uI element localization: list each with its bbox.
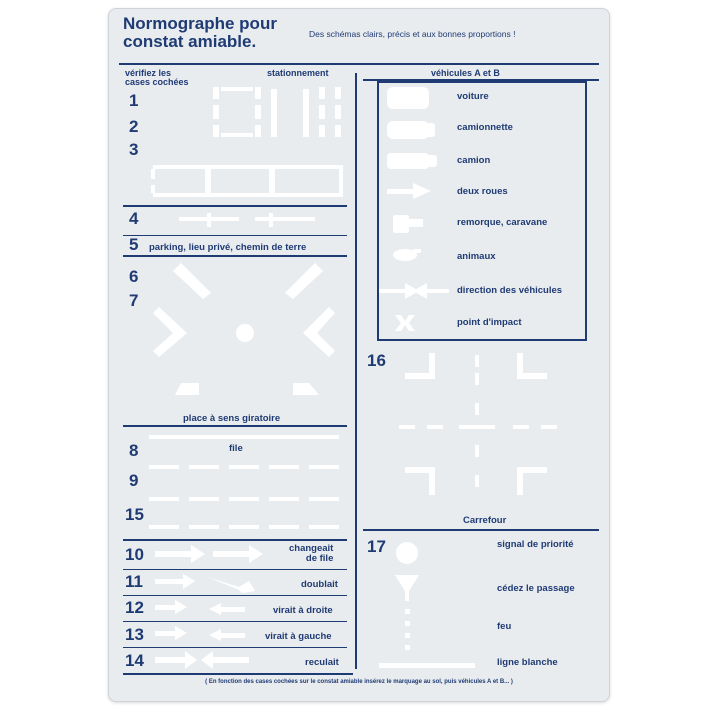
case-number-6: 6 <box>129 267 139 286</box>
crossroads-stencil-icon <box>399 353 557 495</box>
white-line-label: ligne blanche <box>497 657 558 668</box>
case-number-12: 12 <box>125 598 144 617</box>
changing-lane-label: changeait de file <box>289 543 334 564</box>
signals-stencil-icon <box>379 542 475 668</box>
impact-point-label: point d'impact <box>457 317 522 328</box>
crossroads-label: Carrefour <box>463 515 507 526</box>
case-number-16: 16 <box>367 351 386 370</box>
lane-lines-icon <box>149 435 339 529</box>
parking-header: stationnement <box>267 68 329 78</box>
case-number-10: 10 <box>125 545 144 564</box>
vehicles-header: véhicules A et B <box>431 68 500 78</box>
parking-slots-icon <box>151 87 343 197</box>
reversing-label: reculait <box>305 657 339 668</box>
turn-left-label: virait à gauche <box>265 631 332 642</box>
priority-sign-label: signal de priorité <box>497 539 574 550</box>
page-title: Normographe pour constat amiable. <box>123 14 277 51</box>
vehicle-truck-label: camion <box>457 155 491 166</box>
traffic-light-label: feu <box>497 621 512 632</box>
case-number-8: 8 <box>129 441 139 460</box>
tagline: Des schémas clairs, précis et aux bonnes proportions ! <box>309 29 516 39</box>
case-number-1: 1 <box>129 91 139 110</box>
movement-arrows-icon <box>155 545 263 669</box>
check-header: vérifiez les cases cochées <box>125 68 189 87</box>
case-number-14: 14 <box>125 651 144 670</box>
roundabout-stencil-icon <box>153 263 335 395</box>
case-number-17: 17 <box>367 537 386 556</box>
roundabout-label: place à sens giratoire <box>183 413 281 424</box>
case-number-13: 13 <box>125 625 144 644</box>
case-number-15: 15 <box>125 505 144 524</box>
vehicle-shapes-icon <box>379 87 449 331</box>
vehicle-direction-label: direction des véhicules <box>457 285 563 296</box>
case-number-5: 5 <box>129 235 139 254</box>
parking-private-label: parking, lieu privé, chemin de terre <box>149 242 307 253</box>
footer-note: ( En fonction des cases cochées sur le constat amiable insérez le marquage au sol, puis véhicules A et B... ) <box>205 679 513 685</box>
normograph-plate <box>108 8 610 702</box>
vehicle-two-wheels-label: deux roues <box>457 186 508 197</box>
file-label: file <box>229 443 243 454</box>
case-number-7: 7 <box>129 291 139 310</box>
yield-label: cédez le passage <box>497 583 575 594</box>
vehicle-van-label: camionnette <box>457 122 513 133</box>
turn-right-label: virait à droite <box>273 605 333 616</box>
case-number-9: 9 <box>129 471 139 490</box>
case-number-2: 2 <box>129 117 139 136</box>
stencil-cutouts <box>109 9 609 701</box>
overtaking-label: doublait <box>301 579 338 590</box>
vehicle-trailer-label: remorque, caravane <box>457 217 548 228</box>
vehicle-animals-label: animaux <box>457 251 496 262</box>
case-number-11: 11 <box>125 572 143 591</box>
case-number-4: 4 <box>129 209 139 228</box>
case-number-3: 3 <box>129 140 139 159</box>
t-markings-icon <box>179 213 315 227</box>
vehicle-car-label: voiture <box>457 91 489 102</box>
